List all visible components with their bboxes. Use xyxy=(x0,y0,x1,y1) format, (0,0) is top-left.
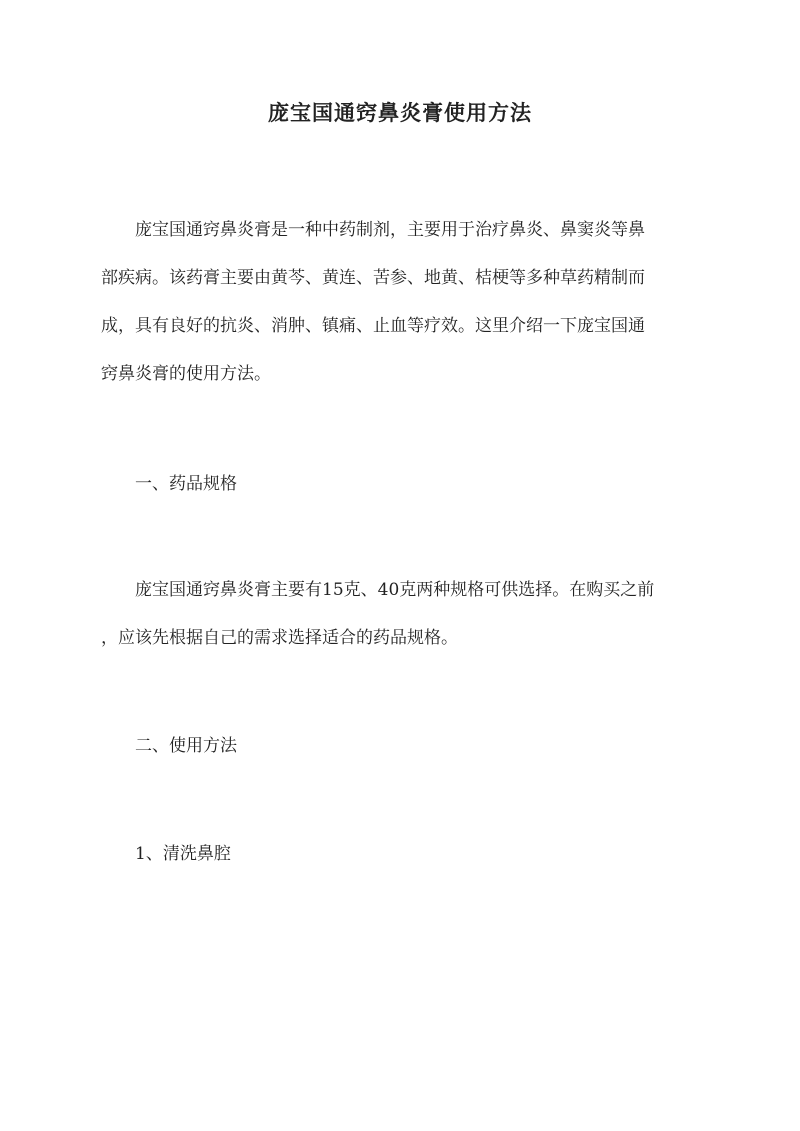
paragraph-line: ，应该先根据自己的需求选择适合的药品规格。 xyxy=(101,628,458,648)
document-title: 庞宝国通窍鼻炎膏使用方法 xyxy=(268,100,532,125)
paragraph-line: 庞宝国通窍鼻炎膏是一种中药制剂，主要用于治疗鼻炎、鼻窦炎等鼻 xyxy=(135,220,645,240)
paragraph-line: 窍鼻炎膏的使用方法。 xyxy=(101,364,271,384)
specs-paragraph xyxy=(101,566,701,662)
step-heading-clean-nasal: 1、清洗鼻腔 xyxy=(135,844,231,864)
section-heading-specs: 一、药品规格 xyxy=(135,474,237,494)
paragraph-line: 成，具有良好的抗炎、消肿、镇痛、止血等疗效。这里介绍一下庞宝国通 xyxy=(101,316,645,336)
paragraph-line: 部疾病。该药膏主要由黄芩、黄连、苦参、地黄、桔梗等多种草药精制而 xyxy=(101,268,645,288)
section-heading-usage: 二、使用方法 xyxy=(135,736,237,756)
intro-paragraph xyxy=(101,206,701,398)
paragraph-line: 庞宝国通窍鼻炎膏主要有15克、40克两种规格可供选择。在购买之前 xyxy=(135,580,655,600)
